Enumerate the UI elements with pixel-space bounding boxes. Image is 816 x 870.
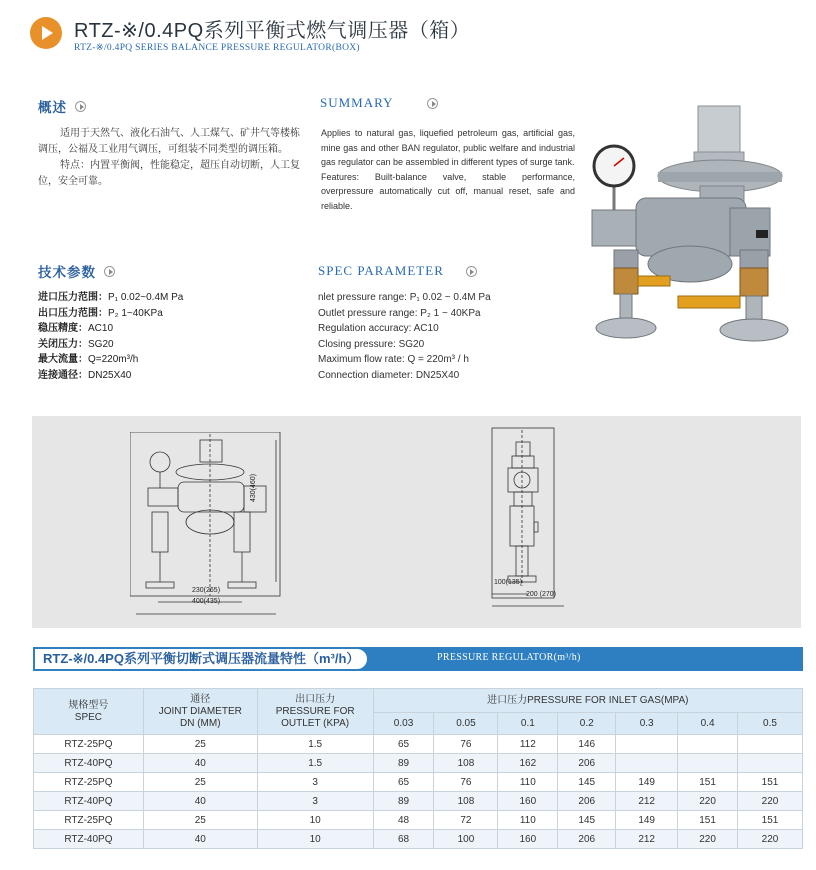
summary-heading-text: SUMMARY [320,95,394,110]
col-header-spec-en: SPEC [74,711,103,723]
spec-row [38,321,183,337]
col-header-dn-en: JOINT DIAMETER [158,705,242,717]
table-cell: 40 [143,830,257,849]
play-icon [30,17,62,49]
dim-height: 430(460) [250,473,257,502]
summary-text [321,126,575,213]
play-icon [427,98,438,109]
table-cell: 89 [373,754,434,773]
col-header-outlet-cn: 出口压力 [295,693,336,705]
flow-characteristics-table [33,688,803,849]
col-header-dn-unit: DN (MM) [179,717,221,729]
table-row [34,773,803,792]
spec-row-en: Connection diameter: DN25X40 [318,369,460,381]
inlet-value-header: 0.4 [678,713,738,735]
table-cell: 160 [498,830,558,849]
flow-table-title-cn: RTZ-※/0.4PQ系列平衡切断式调压器流量特性（m³/h） [33,647,369,671]
spec-row [38,290,183,306]
play-icon [75,101,86,112]
table-cell: 1.5 [257,735,373,754]
col-header-dn [143,689,257,735]
table-row [34,754,803,773]
flow-table-title-en: PRESSURE REGULATOR(m³/h) [437,652,581,663]
table-cell: RTZ-40PQ [34,754,144,773]
inlet-value-header: 0.03 [373,713,434,735]
spec-row [38,306,183,322]
spec-value: DN25X40 [88,369,132,381]
col-header-inlet: 进口压力PRESSURE FOR INLET GAS(MPA) [373,689,802,713]
table-row [34,792,803,811]
page-title: RTZ-※/0.4PQ系列平衡式燃气调压器（箱） [74,20,471,42]
col-header-spec [34,689,144,735]
inlet-value-header: 0.5 [738,713,803,735]
table-cell: 10 [257,811,373,830]
table-cell: 40 [143,754,257,773]
regulator-product-image [580,90,790,360]
table-row [34,830,803,849]
spec-heading-cn [38,261,115,281]
table-cell: 220 [738,830,803,849]
col-header-outlet-en: PRESSURE FOR [275,705,355,717]
spec-value: SG20 [88,338,114,350]
table-cell: 10 [257,830,373,849]
table-cell: 145 [558,773,616,792]
table-cell: 108 [434,754,498,773]
table-cell: 65 [373,773,434,792]
table-cell: 25 [143,811,257,830]
table-cell: RTZ-25PQ [34,773,144,792]
overview-heading-cn [38,96,86,116]
table-row [34,811,803,830]
flow-table-title-bar [33,647,803,671]
spec-label: 出口压力范围： [38,307,108,319]
table-cell: 3 [257,773,373,792]
flow-table-body [34,735,803,849]
table-cell: 3 [257,792,373,811]
spec-label: 稳压精度： [38,323,88,334]
table-cell: 151 [678,773,738,792]
table-cell: 65 [373,735,434,754]
dimension-drawing-panel [32,416,801,628]
inlet-value-header: 0.3 [616,713,678,735]
spec-list-en [318,290,491,383]
col-header-dn-cn: 通径 [190,693,211,705]
spec-row [38,337,183,353]
spec-value: Q=220m³/h [88,354,139,365]
table-cell: 149 [616,773,678,792]
play-icon [466,266,477,277]
table-cell: 72 [434,811,498,830]
overview-para1-cn: 适用于天然气、液化石油气、人工煤气、矿井气等楼栋调压，公福及工业用气调压，可组装不同类型的调压箱。 [38,128,300,155]
table-cell: 151 [678,811,738,830]
inlet-value-header: 0.1 [498,713,558,735]
spec-row-en: nlet pressure range: P₁ 0.02 ~ 0.4M Pa [318,292,491,303]
inlet-value-header: 0.05 [434,713,498,735]
inlet-value-header: 0.2 [558,713,616,735]
page-subtitle: RTZ-※/0.4PQ SERIES BALANCE PRESSURE REGULATOR(BOX) [74,43,360,53]
spec-list-cn [38,290,183,383]
table-cell [678,754,738,773]
spec-value: AC10 [88,323,114,334]
table-cell: 25 [143,735,257,754]
table-cell [616,735,678,754]
table-cell: 220 [678,792,738,811]
table-cell: 151 [738,811,803,830]
table-cell: RTZ-40PQ [34,830,144,849]
spec-row [38,352,183,368]
table-cell: 1.5 [257,754,373,773]
table-cell: 212 [616,792,678,811]
spec-value: P₂ 1~40KPa [108,307,163,319]
table-cell: 76 [434,735,498,754]
overview-para2-cn: 特点：内置平衡阀，性能稳定，超压自动切断，人工复位，安全可靠。 [38,160,300,187]
table-cell: 89 [373,792,434,811]
table-cell: 149 [616,811,678,830]
col-header-outlet-unit: OUTLET (KPA) [281,717,350,729]
table-cell: 110 [498,773,558,792]
table-cell: 48 [373,811,434,830]
table-cell: 108 [434,792,498,811]
table-cell: RTZ-25PQ [34,735,144,754]
dim-width-inner: 230(265) [192,587,221,594]
col-header-outlet [257,689,373,735]
table-row [34,735,803,754]
table-cell: RTZ-25PQ [34,811,144,830]
front-view-drawing [130,432,360,622]
spec-row-en: Closing pressure: SG20 [318,338,425,350]
table-cell: 100 [434,830,498,849]
summary-para1: Applies to natural gas, liquefied petroleum gas, artificial gas, mine gas and other BAN regulator, public welfare and industrial gas regulator can be assembled in different types of surge tank. [321,128,575,167]
spec-label: 进口压力范围： [38,292,108,303]
play-icon [104,266,115,277]
col-header-spec-cn: 规格型号 [68,699,109,711]
table-cell: 76 [434,773,498,792]
table-cell [616,754,678,773]
table-cell [738,735,803,754]
table-cell: 151 [738,773,803,792]
spec-heading-en [318,263,477,279]
spec-label: 关闭压力： [38,338,88,350]
table-cell: 206 [558,830,616,849]
table-cell: RTZ-40PQ [34,792,144,811]
table-cell: 40 [143,792,257,811]
table-cell: 68 [373,830,434,849]
spec-label: 最大流量： [38,354,88,365]
table-cell: 220 [738,792,803,811]
spec-heading-cn-text: 技术参数 [38,265,96,280]
table-cell: 206 [558,754,616,773]
dim-width-outer: 400(435) [192,598,221,605]
table-cell: 146 [558,735,616,754]
spec-label: 连接通径： [38,369,88,381]
summary-para2: Features: Built-balance valve, stable performance, overpressure automatically cut off, manual reset, safe and reliable. [321,171,575,211]
table-cell: 162 [498,754,558,773]
table-cell: 145 [558,811,616,830]
overview-heading-cn-text: 概述 [38,100,67,115]
dim-side-small: 100(135) [494,579,523,586]
spec-row-en: Regulation accuracy: AC10 [318,323,439,334]
table-cell: 220 [678,830,738,849]
table-cell: 160 [498,792,558,811]
table-cell [738,754,803,773]
table-cell: 25 [143,773,257,792]
overview-text-cn [38,126,300,190]
spec-row-en: Maximum flow rate: Q = 220m³ / h [318,354,469,365]
summary-heading [320,95,438,111]
spec-row [38,368,183,384]
table-cell: 212 [616,830,678,849]
dim-side-large: 200 (270) [526,591,556,598]
table-cell [678,735,738,754]
table-cell: 206 [558,792,616,811]
table-cell: 110 [498,811,558,830]
spec-row-en: Outlet pressure range: P₂ 1 ~ 40KPa [318,307,481,319]
spec-heading-en-text: SPEC PARAMETER [318,263,444,278]
table-cell: 112 [498,735,558,754]
spec-value: P₁ 0.02~0.4M Pa [108,292,184,303]
